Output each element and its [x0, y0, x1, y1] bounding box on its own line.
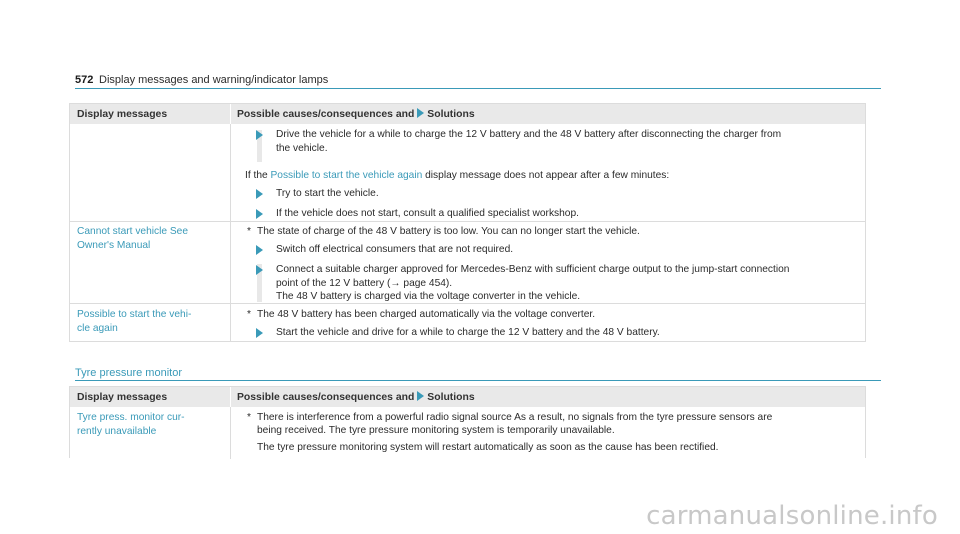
condition-text: If the Possible to start the vehicle again display message does not appear after a few minutes:	[245, 170, 670, 181]
cause-text: There is interference from a powerful radio signal source As a result, no signals from the tyre pressure sensors are	[257, 412, 773, 423]
step: Switch off electrical consumers that are not required.	[276, 243, 513, 257]
table-header	[70, 387, 865, 407]
cause-text: The 48 V battery has been charged automatically via the voltage converter.	[257, 309, 596, 320]
step-arrow-icon	[256, 189, 263, 199]
cause-text: being received. The tyre pressure monitoring system is temporarily unavailable.	[257, 425, 615, 436]
footnote-star: *	[247, 412, 251, 423]
step: If the vehicle does not start, consult a qualified specialist workshop.	[276, 207, 579, 221]
header-rule	[75, 88, 881, 89]
watermark: carmanualsonline.info	[646, 501, 938, 531]
display-messages-table	[69, 103, 866, 342]
cause-text: The state of charge of the 48 V battery is too low. You can no longer start the vehicle.	[257, 226, 640, 237]
step-continuation: point of the 12 V battery (→ page 454).	[276, 278, 453, 289]
step: Start the vehicle and drive for a while to charge the 12 V battery and the 48 V battery.	[276, 326, 660, 340]
column-header-divider	[230, 104, 231, 124]
step-note: The 48 V battery is charged via the voltage converter in the vehicle.	[276, 291, 581, 302]
column-divider	[230, 124, 231, 342]
page-header	[75, 73, 881, 89]
display-message: Possible to start the vehi- cle again	[77, 309, 192, 334]
step: Drive the vehicle for a while to charge the 12 V battery and the 48 V battery after disconnecting the charger from	[276, 128, 781, 142]
step-arrow-icon	[256, 265, 263, 275]
step-arrow-icon	[256, 209, 263, 219]
row-divider	[70, 303, 865, 304]
tyre-pressure-messages-table	[69, 386, 866, 458]
cause-text: The tyre pressure monitoring system will restart automatically as soon as the cause has been rectified.	[257, 442, 719, 453]
column-header-display-messages: Display messages	[77, 392, 168, 403]
step: Connect a suitable charger approved for Mercedes-Benz with sufficient charge output to the jump-start connection	[276, 263, 789, 277]
page-header-title: Display messages and warning/indicator lamps	[99, 74, 329, 86]
table-header	[70, 104, 865, 124]
row-divider	[70, 221, 865, 222]
step-continuation: the vehicle.	[276, 143, 328, 154]
footnote-star: *	[247, 309, 251, 320]
step-arrow-icon	[256, 245, 263, 255]
column-header-divider	[230, 387, 231, 407]
column-header-causes-solutions: Possible causes/consequences and Solutions	[237, 392, 475, 403]
column-header-display-messages: Display messages	[77, 109, 168, 120]
display-message: Cannot start vehicle See Owner's Manual	[77, 226, 188, 251]
solutions-arrow-icon	[417, 108, 424, 118]
display-message: Tyre press. monitor cur- rently unavailable	[77, 412, 185, 437]
display-message-link[interactable]: Possible to start the vehicle again	[270, 170, 423, 181]
step: Try to start the vehicle.	[276, 187, 379, 201]
column-header-causes-solutions: Possible causes/consequences and Solutions	[237, 109, 475, 120]
footnote-star: *	[247, 226, 251, 237]
page-number: 572	[75, 74, 94, 86]
section-rule	[75, 380, 881, 381]
step-arrow-icon	[256, 130, 263, 140]
solutions-arrow-icon	[417, 391, 424, 401]
column-divider	[230, 407, 231, 459]
section-title: Tyre pressure monitor	[75, 367, 182, 379]
step-arrow-icon	[256, 328, 263, 338]
